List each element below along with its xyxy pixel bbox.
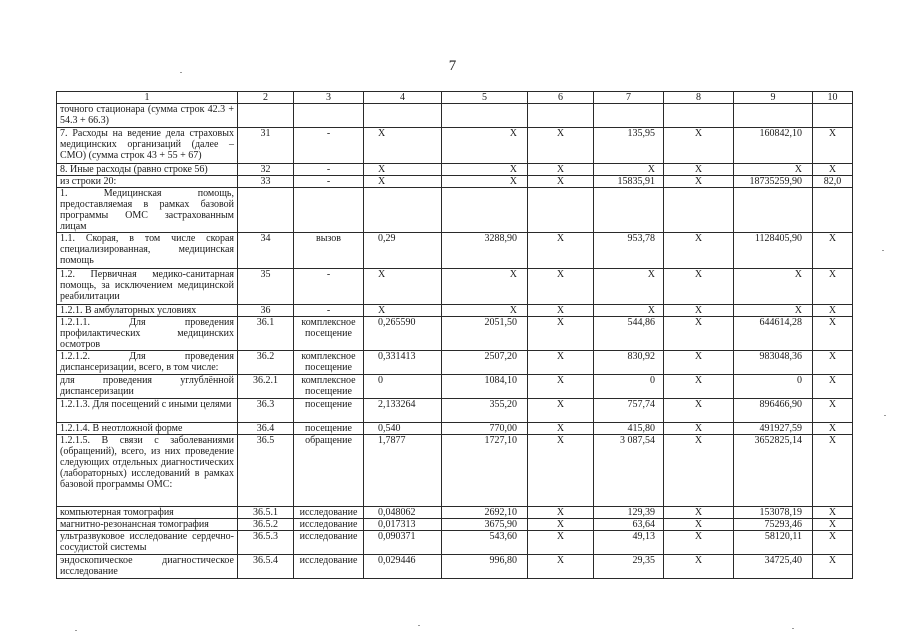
- table-cell-col-6: X: [528, 531, 594, 555]
- table-cell-col-5: X: [442, 128, 528, 164]
- page-number: 7: [448, 58, 457, 74]
- table-cell-col-8: X: [664, 531, 734, 555]
- table-cell-col-1: ультразвуковое исследование сердечно-сосудистой системы: [57, 531, 238, 555]
- table-cell-col-3: -: [294, 269, 364, 305]
- table-cell-col-10: X: [813, 351, 853, 375]
- header-cell: 3: [294, 92, 364, 104]
- table-cell-col-7: X: [594, 164, 664, 176]
- table-cell-col-7: 135,95: [594, 128, 664, 164]
- table-cell-col-5: 543,60: [442, 531, 528, 555]
- table-cell-col-8: X: [664, 399, 734, 423]
- table-cell-col-5: X: [442, 269, 528, 305]
- table-cell-col-4: [364, 104, 442, 128]
- table-cell-col-5: 2051,50: [442, 317, 528, 351]
- table-cell-col-5: 3675,90: [442, 519, 528, 531]
- header-cell: 9: [734, 92, 813, 104]
- table-cell-col-10: X: [813, 507, 853, 519]
- table-cell-col-9: 34725,40: [734, 555, 813, 579]
- table-body: [57, 92, 853, 579]
- header-cell: 7: [594, 92, 664, 104]
- table-cell-col-6: X: [528, 555, 594, 579]
- table-cell-col-6: X: [528, 233, 594, 269]
- table-cell-col-6: X: [528, 351, 594, 375]
- table-cell-col-7: 63,64: [594, 519, 664, 531]
- table-cell-col-8: X: [664, 317, 734, 351]
- table-cell-col-3: исследование: [294, 519, 364, 531]
- scan-speck: [418, 625, 420, 626]
- scan-speck: [884, 415, 886, 416]
- table-cell-col-3: исследование: [294, 507, 364, 519]
- table-cell-col-10: X: [813, 435, 853, 507]
- table-cell-col-2: 35: [238, 269, 294, 305]
- table-cell-col-1: эндоскопическое диагностическое исследование: [57, 555, 238, 579]
- table-cell-col-10: X: [813, 531, 853, 555]
- table-cell-col-6: X: [528, 317, 594, 351]
- table-cell-col-8: [664, 104, 734, 128]
- table-cell-col-6: X: [528, 435, 594, 507]
- table-row: [57, 104, 853, 128]
- table-cell-col-6: X: [528, 423, 594, 435]
- table-cell-col-1: 1.2.1.2. Для проведения диспансеризации, всего, в том числе:: [57, 351, 238, 375]
- table-cell-col-9: 18735259,90: [734, 176, 813, 188]
- financing-table: [56, 91, 853, 579]
- table-cell-col-1: компьютерная томография: [57, 507, 238, 519]
- table-cell-col-7: 0: [594, 375, 664, 399]
- table-cell-col-9: 153078,19: [734, 507, 813, 519]
- table-cell-col-10: X: [813, 128, 853, 164]
- table-cell-col-3: комплексное посещение: [294, 317, 364, 351]
- table-cell-col-4: 0,331413: [364, 351, 442, 375]
- table-cell-col-3: -: [294, 128, 364, 164]
- table-cell-col-2: 36.1: [238, 317, 294, 351]
- table-cell-col-4: X: [364, 128, 442, 164]
- scan-speck: [792, 628, 794, 629]
- table-cell-col-2: 34: [238, 233, 294, 269]
- table-cell-col-3: обращение: [294, 435, 364, 507]
- table-cell-col-7: 49,13: [594, 531, 664, 555]
- table-cell-col-9: 58120,11: [734, 531, 813, 555]
- table-cell-col-7: 757,74: [594, 399, 664, 423]
- table-cell-col-9: 491927,59: [734, 423, 813, 435]
- table-cell-col-5: 1084,10: [442, 375, 528, 399]
- header-cell: 10: [813, 92, 853, 104]
- table-cell-col-8: X: [664, 555, 734, 579]
- table-cell-col-5: 770,00: [442, 423, 528, 435]
- table-cell-col-1: магнитно-резонансная томография: [57, 519, 238, 531]
- table-cell-col-9: X: [734, 305, 813, 317]
- table-cell-col-10: X: [813, 269, 853, 305]
- table-cell-col-6: X: [528, 164, 594, 176]
- table-cell-col-3: посещение: [294, 423, 364, 435]
- table-cell-col-7: 415,80: [594, 423, 664, 435]
- table-cell-col-3: комплексное посещение: [294, 375, 364, 399]
- table-cell-col-4: X: [364, 269, 442, 305]
- table-cell-col-4: 0,540: [364, 423, 442, 435]
- table-row: [57, 375, 853, 399]
- table-cell-col-4: 0,265590: [364, 317, 442, 351]
- table-cell-col-2: 36.2: [238, 351, 294, 375]
- table-cell-col-3: -: [294, 176, 364, 188]
- table-cell-col-1: 1.2.1. В амбулаторных условиях: [57, 305, 238, 317]
- table-cell-col-8: X: [664, 269, 734, 305]
- table-cell-col-1: 1.2.1.4. В неотложной форме: [57, 423, 238, 435]
- table-cell-col-1: для проведения углублённой диспансеризации: [57, 375, 238, 399]
- table-cell-col-8: [664, 188, 734, 233]
- table-cell-col-4: 0: [364, 375, 442, 399]
- table-cell-col-10: X: [813, 519, 853, 531]
- table-cell-col-1: 1.2.1.1. Для проведения профилактических медицинских осмотров: [57, 317, 238, 351]
- table-cell-col-8: X: [664, 164, 734, 176]
- table-cell-col-9: 3652825,14: [734, 435, 813, 507]
- table-cell-col-9: 75293,46: [734, 519, 813, 531]
- table-cell-col-10: 82,0: [813, 176, 853, 188]
- table-cell-col-9: [734, 104, 813, 128]
- table-row: [57, 423, 853, 435]
- table-row: [57, 128, 853, 164]
- table-row: [57, 305, 853, 317]
- table-cell-col-6: [528, 104, 594, 128]
- table-cell-col-9: 160842,10: [734, 128, 813, 164]
- table-cell-col-2: 36.5.3: [238, 531, 294, 555]
- table-row: [57, 555, 853, 579]
- table-cell-col-5: 2692,10: [442, 507, 528, 519]
- table-cell-col-7: 830,92: [594, 351, 664, 375]
- table-cell-col-1: 7. Расходы на ведение дела страховых медицинских организаций (далее – СМО) (сумма строк 43 + 55 + 67): [57, 128, 238, 164]
- table-cell-col-2: 32: [238, 164, 294, 176]
- table-cell-col-3: исследование: [294, 555, 364, 579]
- table-cell-col-7: X: [594, 305, 664, 317]
- table-cell-col-10: X: [813, 423, 853, 435]
- header-cell: 5: [442, 92, 528, 104]
- table-cell-col-10: X: [813, 317, 853, 351]
- table-cell-col-2: 36: [238, 305, 294, 317]
- table-cell-col-10: X: [813, 399, 853, 423]
- table-cell-col-3: [294, 104, 364, 128]
- table-cell-col-2: 36.5: [238, 435, 294, 507]
- table-cell-col-5: 2507,20: [442, 351, 528, 375]
- table-cell-col-4: X: [364, 176, 442, 188]
- table-cell-col-2: [238, 188, 294, 233]
- table-cell-col-5: X: [442, 176, 528, 188]
- table-cell-col-3: [294, 188, 364, 233]
- table-cell-col-9: [734, 188, 813, 233]
- table-cell-col-6: X: [528, 399, 594, 423]
- header-cell: 2: [238, 92, 294, 104]
- table-cell-col-3: исследование: [294, 531, 364, 555]
- table-cell-col-4: 0,29: [364, 233, 442, 269]
- scan-speck: [882, 250, 884, 251]
- table-cell-col-3: посещение: [294, 399, 364, 423]
- table-cell-col-9: X: [734, 164, 813, 176]
- table-cell-col-7: 29,35: [594, 555, 664, 579]
- table-cell-col-1: 1.2.1.3. Для посещений с иными целями: [57, 399, 238, 423]
- table-cell-col-10: X: [813, 305, 853, 317]
- table-row: [57, 435, 853, 507]
- table-cell-col-9: 896466,90: [734, 399, 813, 423]
- table-cell-col-8: X: [664, 435, 734, 507]
- table-cell-col-10: X: [813, 375, 853, 399]
- table-cell-col-3: -: [294, 305, 364, 317]
- table-cell-col-2: 36.4: [238, 423, 294, 435]
- table-row: [57, 351, 853, 375]
- table-cell-col-7: [594, 104, 664, 128]
- header-cell: 4: [364, 92, 442, 104]
- scan-speck: [75, 630, 77, 631]
- table-cell-col-6: X: [528, 519, 594, 531]
- table-cell-col-6: X: [528, 507, 594, 519]
- table-header-row: [57, 92, 853, 104]
- table-cell-col-2: [238, 104, 294, 128]
- table-cell-col-2: 31: [238, 128, 294, 164]
- table-cell-col-5: [442, 188, 528, 233]
- table-cell-col-10: X: [813, 164, 853, 176]
- table-cell-col-10: X: [813, 555, 853, 579]
- table-cell-col-4: [364, 188, 442, 233]
- table-cell-col-9: 644614,28: [734, 317, 813, 351]
- table-cell-col-7: X: [594, 269, 664, 305]
- table-cell-col-8: X: [664, 233, 734, 269]
- header-cell: 8: [664, 92, 734, 104]
- table-cell-col-4: 0,017313: [364, 519, 442, 531]
- table-row: [57, 176, 853, 188]
- table-cell-col-2: 36.2.1: [238, 375, 294, 399]
- table-row: [57, 507, 853, 519]
- table-cell-col-6: X: [528, 375, 594, 399]
- table-cell-col-9: 1128405,90: [734, 233, 813, 269]
- table-cell-col-5: 996,80: [442, 555, 528, 579]
- table-cell-col-9: 983048,36: [734, 351, 813, 375]
- table-row: [57, 317, 853, 351]
- table-cell-col-8: X: [664, 305, 734, 317]
- table-row: [57, 399, 853, 423]
- table-cell-col-4: 2,133264: [364, 399, 442, 423]
- table-cell-col-8: X: [664, 351, 734, 375]
- table-cell-col-7: [594, 188, 664, 233]
- table-cell-col-5: X: [442, 164, 528, 176]
- table-cell-col-5: 3288,90: [442, 233, 528, 269]
- table-cell-col-3: комплексное посещение: [294, 351, 364, 375]
- table-cell-col-8: X: [664, 176, 734, 188]
- table-cell-col-2: 33: [238, 176, 294, 188]
- table-cell-col-6: X: [528, 128, 594, 164]
- table-row: [57, 233, 853, 269]
- table-cell-col-10: X: [813, 233, 853, 269]
- table-cell-col-2: 36.5.2: [238, 519, 294, 531]
- table-cell-col-6: X: [528, 305, 594, 317]
- table-cell-col-2: 36.5.1: [238, 507, 294, 519]
- table-cell-col-4: 1,7877: [364, 435, 442, 507]
- table-cell-col-5: 1727,10: [442, 435, 528, 507]
- table-cell-col-3: -: [294, 164, 364, 176]
- table-cell-col-10: [813, 104, 853, 128]
- table-cell-col-6: [528, 188, 594, 233]
- table-row: [57, 531, 853, 555]
- table-cell-col-10: [813, 188, 853, 233]
- table-row: [57, 188, 853, 233]
- table-cell-col-4: 0,029446: [364, 555, 442, 579]
- table-cell-col-8: X: [664, 519, 734, 531]
- header-cell: 6: [528, 92, 594, 104]
- table-cell-col-5: 355,20: [442, 399, 528, 423]
- table-cell-col-1: из строки 20:: [57, 176, 238, 188]
- table-cell-col-8: X: [664, 128, 734, 164]
- table-cell-col-4: X: [364, 164, 442, 176]
- table-cell-col-2: 36.3: [238, 399, 294, 423]
- table-cell-col-8: X: [664, 375, 734, 399]
- table-cell-col-4: 0,090371: [364, 531, 442, 555]
- table-cell-col-8: X: [664, 423, 734, 435]
- table-cell-col-9: X: [734, 269, 813, 305]
- table-cell-col-9: 0: [734, 375, 813, 399]
- table-cell-col-3: вызов: [294, 233, 364, 269]
- table-cell-col-1: 1. Медицинская помощь, предоставляемая в рамках базовой программы ОМС застрахованным лицам: [57, 188, 238, 233]
- table-cell-col-7: 953,78: [594, 233, 664, 269]
- table-cell-col-7: 129,39: [594, 507, 664, 519]
- table-cell-col-6: X: [528, 269, 594, 305]
- table-cell-col-1: точного стационара (сумма строк 42.3 + 54.3 + 66.3): [57, 104, 238, 128]
- table-row: [57, 269, 853, 305]
- table-cell-col-2: 36.5.4: [238, 555, 294, 579]
- table-cell-col-5: X: [442, 305, 528, 317]
- table-row: [57, 519, 853, 531]
- header-cell: 1: [57, 92, 238, 104]
- table-cell-col-4: X: [364, 305, 442, 317]
- table-cell-col-8: X: [664, 507, 734, 519]
- scan-speck: [180, 72, 182, 73]
- table-cell-col-1: 1.1. Скорая, в том числе скорая специализированная, медицинская помощь: [57, 233, 238, 269]
- table-cell-col-1: 1.2. Первичная медико-санитарная помощь, за исключением медицинской реабилитации: [57, 269, 238, 305]
- table-cell-col-4: 0,048062: [364, 507, 442, 519]
- table-cell-col-1: 8. Иные расходы (равно строке 56): [57, 164, 238, 176]
- table-cell-col-5: [442, 104, 528, 128]
- table-row: [57, 164, 853, 176]
- table-cell-col-7: 15835,91: [594, 176, 664, 188]
- table-cell-col-6: X: [528, 176, 594, 188]
- table-cell-col-1: 1.2.1.5. В связи с заболеваниями (обращений), всего, из них проведение следующих отдельных диагностических (лабораторных) исследований в рамках базовой программы ОМС:: [57, 435, 238, 507]
- table-cell-col-7: 3 087,54: [594, 435, 664, 507]
- table-cell-col-7: 544,86: [594, 317, 664, 351]
